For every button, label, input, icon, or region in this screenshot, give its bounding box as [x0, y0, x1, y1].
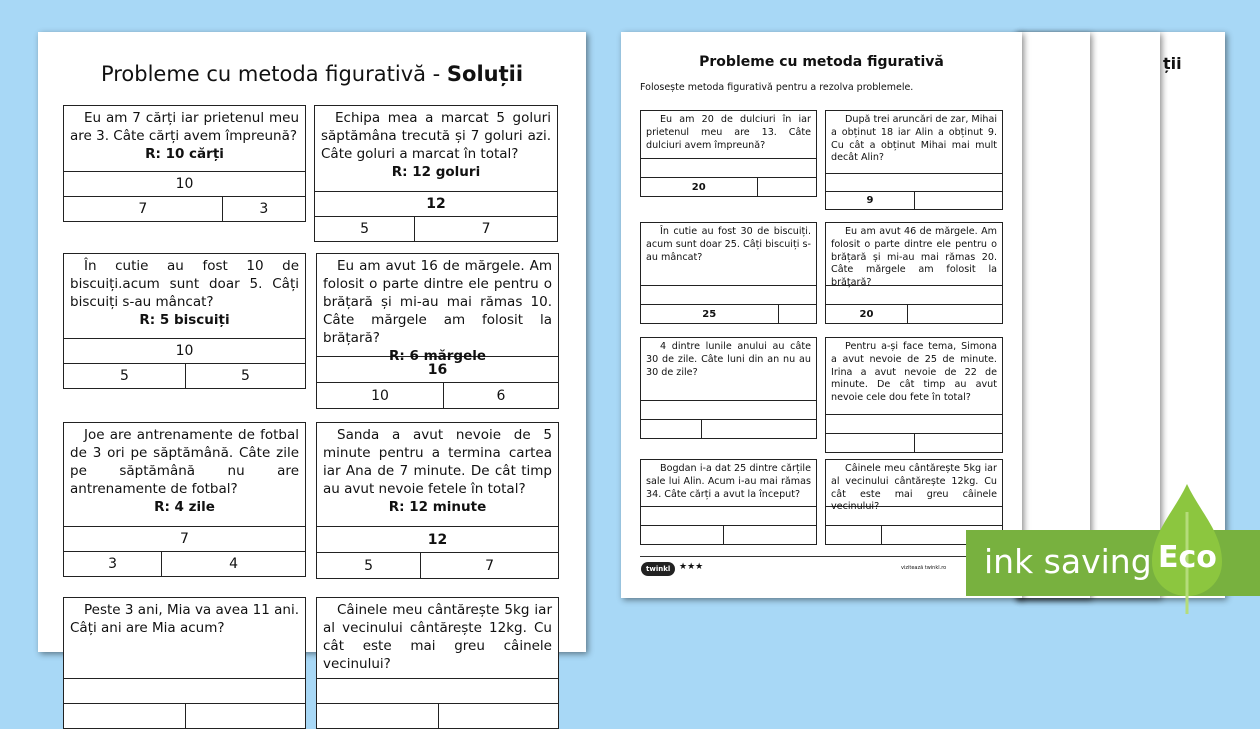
- problem-box: [825, 110, 1003, 210]
- question: Joe are antrenamente de fotbal de 3 ori pe săptămână. Câte zile pe săptămână nu are antrenamente de fotbal?: [70, 427, 299, 497]
- total-value: 10: [175, 343, 194, 359]
- parts-bar[interactable]: [317, 703, 558, 728]
- total-bar[interactable]: [64, 678, 305, 703]
- total-bar[interactable]: [641, 285, 816, 304]
- problem-text: [317, 598, 558, 678]
- part-value: 5: [185, 364, 305, 388]
- question: Pentru a-și face tema, Simona a avut nevoie de 25 de minute. Irina a avut nevoie de 22 de minute. De cât timp au avut nevoie cele dou fete în total?: [831, 341, 997, 403]
- part-value: 3: [108, 556, 118, 572]
- total-bar[interactable]: [317, 678, 558, 703]
- answer: R: 12 goluri: [391, 163, 481, 180]
- footer-site: vizitează twinkl.ro: [901, 565, 947, 571]
- part-value: 10: [371, 387, 389, 404]
- footer-line: [640, 556, 1003, 557]
- problem-box: [63, 597, 306, 729]
- part-value: 5: [120, 368, 129, 384]
- question: În cutie au fost 10 de biscuiți.acum sunt doar 5. Câți biscuiți s-au mâncat?: [70, 258, 299, 310]
- total-value: 12: [427, 531, 448, 548]
- part-value: [185, 704, 306, 728]
- part-value: 20: [859, 308, 874, 320]
- parts-bar[interactable]: [641, 419, 816, 438]
- parts-bar[interactable]: [826, 304, 1002, 323]
- problem-box: [640, 110, 817, 197]
- part-value: 25: [702, 308, 717, 320]
- problem-text: [64, 106, 305, 171]
- part-value: [914, 434, 1002, 452]
- total-value: [641, 401, 816, 419]
- part-value: 5: [360, 221, 370, 237]
- total-bar[interactable]: [641, 400, 816, 419]
- part-value: [641, 420, 701, 438]
- total-value: [317, 679, 558, 703]
- total-value: [64, 679, 305, 703]
- part-value: 3: [222, 197, 305, 221]
- part-value: [317, 704, 438, 728]
- twinkl-logo: twinkl: [641, 562, 675, 576]
- question: Bogdan i-a dat 25 dintre cărțile sale lui Alin. Acum i-au mai rămas 34. Câte cărți a avut la început?: [646, 463, 811, 500]
- problem-text: [641, 460, 816, 506]
- part-value: [757, 178, 817, 196]
- problem-text: [64, 254, 305, 338]
- parts-bar[interactable]: [64, 363, 305, 388]
- question: Echipa mea a marcat 5 goluri săptămâna trecută și 7 goluri azi. Câte goluri a marcat în total?: [321, 110, 551, 162]
- total-bar[interactable]: [826, 285, 1002, 304]
- total-value: [826, 174, 1002, 191]
- part-value: 9: [866, 195, 874, 206]
- problem-text: [64, 423, 305, 526]
- parts-bar[interactable]: [64, 703, 305, 728]
- question: Câinele meu cântărește 5kg iar al vecinului cântărește 12kg. Cu cât este mai greu câinele vecinului?: [323, 602, 552, 672]
- question: Sanda a avut nevoie de 5 minute pentru a termina cartea iar Ana de 7 minute. De cât timp au avut nevoie fetele în total?: [323, 427, 552, 497]
- problem-box: [314, 105, 558, 242]
- worksheet-title: Probleme cu metoda figurativă: [699, 54, 944, 70]
- total-bar[interactable]: [826, 506, 1002, 525]
- part-value: [438, 704, 559, 728]
- total-bar[interactable]: [826, 173, 1002, 191]
- parts-bar[interactable]: [826, 433, 1002, 452]
- parts-bar[interactable]: [64, 551, 305, 576]
- total-value: [641, 286, 816, 304]
- total-value: [826, 286, 1002, 304]
- problem-text: [64, 598, 305, 678]
- part-value: [64, 704, 185, 728]
- total-value: 10: [175, 176, 194, 192]
- total-bar[interactable]: [64, 171, 305, 196]
- back-sheet-title-fragment: ții: [1163, 54, 1182, 73]
- back-sheet-1: [1015, 32, 1090, 598]
- parts-bar[interactable]: [641, 304, 816, 323]
- parts-bar[interactable]: [641, 177, 816, 196]
- worksheet-instructions: Folosește metoda figurativă pentru a rezolva problemele.: [640, 82, 914, 93]
- question: Eu am avut 46 de mărgele. Am folosit o parte dintre ele pentru o brățară și mi-au mai rămas 20. Câte mărgele am folosit la brățară?: [831, 226, 997, 288]
- parts-bar[interactable]: [64, 196, 305, 221]
- part-value: [701, 420, 817, 438]
- total-value: [826, 415, 1002, 433]
- part-value: 7: [414, 217, 557, 241]
- question: 4 dintre lunile anului au câte 30 de zile. Câte luni din an nu au 30 de zile?: [646, 341, 811, 378]
- difficulty-stars: ★★★: [679, 562, 704, 572]
- part-value: [826, 434, 914, 452]
- answer: R: 12 minute: [388, 498, 487, 515]
- problem-box: [316, 253, 559, 409]
- sheet-title: Probleme cu metoda figurativă - Soluții: [100, 62, 524, 86]
- total-bar[interactable]: [64, 526, 305, 551]
- part-value: 5: [364, 557, 374, 574]
- problem-box: [316, 422, 559, 579]
- problem-text: [641, 338, 816, 400]
- total-value: 16: [427, 361, 448, 378]
- problem-box: [825, 337, 1003, 453]
- problem-box: [640, 222, 817, 324]
- answer: R: 4 zile: [154, 498, 215, 515]
- answer: R: 5 biscuiți: [139, 311, 230, 328]
- total-value: [641, 159, 816, 177]
- problem-text: [641, 223, 816, 285]
- solutions-sheet: [38, 32, 586, 672]
- parts-bar[interactable]: [317, 552, 558, 578]
- problem-text: [317, 423, 558, 526]
- question: În cutie au fost 30 de biscuiți. acum sunt doar 25. Câți biscuiți s-au mâncat?: [646, 226, 811, 263]
- total-bar[interactable]: [641, 506, 816, 525]
- problem-box: [640, 459, 817, 545]
- question: Eu am 20 de dulciuri în iar prietenul meu are 13. Câte dulciuri avem împreună?: [646, 114, 811, 151]
- parts-bar[interactable]: [315, 216, 557, 241]
- part-value: [907, 305, 1002, 323]
- parts-bar[interactable]: [641, 525, 816, 544]
- worksheet: [621, 32, 1022, 598]
- part-value: [723, 526, 816, 544]
- problem-text: [826, 223, 1002, 288]
- total-value: [641, 507, 816, 525]
- part-value: 4: [161, 552, 305, 576]
- question: Eu am avut 16 de mărgele. Am folosit o parte dintre ele pentru o brățară și mi-au mai rămas 10. Câte mărgele am folosit la brățară?: [323, 258, 552, 346]
- parts-bar[interactable]: [826, 191, 1002, 209]
- answer: R: 10 cărți: [145, 145, 224, 162]
- question: După trei aruncări de zar, Mihai a obținut 18 iar Alin a obținut 9. Cu cât a obținut Mihai mai mult decât Alin?: [831, 114, 997, 164]
- problem-text: [317, 254, 558, 364]
- problem-text: [826, 111, 1002, 173]
- problem-box: [63, 253, 306, 389]
- problem-box: [640, 337, 817, 439]
- total-bar[interactable]: [641, 158, 816, 177]
- part-value: 20: [691, 181, 706, 193]
- part-value: [914, 192, 1002, 209]
- part-value: 7: [138, 201, 148, 217]
- total-value: 7: [180, 531, 189, 547]
- total-value: [826, 507, 1002, 525]
- parts-bar[interactable]: [317, 382, 558, 408]
- part-value: 7: [420, 553, 558, 578]
- problem-box: [63, 105, 306, 222]
- total-value: 12: [426, 196, 446, 212]
- total-bar[interactable]: [826, 414, 1002, 433]
- problem-text: [826, 338, 1002, 414]
- problem-box: [316, 597, 559, 729]
- problem-box: [825, 222, 1003, 324]
- problem-text: [826, 460, 1002, 513]
- problem-text: [315, 106, 557, 191]
- total-bar[interactable]: [64, 338, 305, 363]
- eco-badge: Eco: [1158, 540, 1217, 575]
- answer: R: 6 mărgele: [388, 347, 487, 364]
- question: Câinele meu cântărește 5kg iar al vecinului cântărește 12kg. Cu cât este mai greu câinele vecinului?: [831, 463, 997, 513]
- total-bar[interactable]: [317, 356, 558, 382]
- part-value: 6: [443, 383, 558, 408]
- part-value: [641, 526, 723, 544]
- ink-saving-banner: ink saving: [966, 530, 1260, 596]
- question: Peste 3 ani, Mia va avea 11 ani. Câți ani are Mia acum?: [70, 602, 299, 636]
- problem-text: [641, 111, 816, 158]
- total-bar[interactable]: [315, 191, 557, 216]
- part-value: [778, 305, 817, 323]
- part-value: [826, 526, 881, 544]
- problem-box: [63, 422, 306, 577]
- question: Eu am 7 cărți iar prietenul meu are 3. Câte cărți avem împreună?: [70, 110, 299, 144]
- total-bar[interactable]: [317, 526, 558, 552]
